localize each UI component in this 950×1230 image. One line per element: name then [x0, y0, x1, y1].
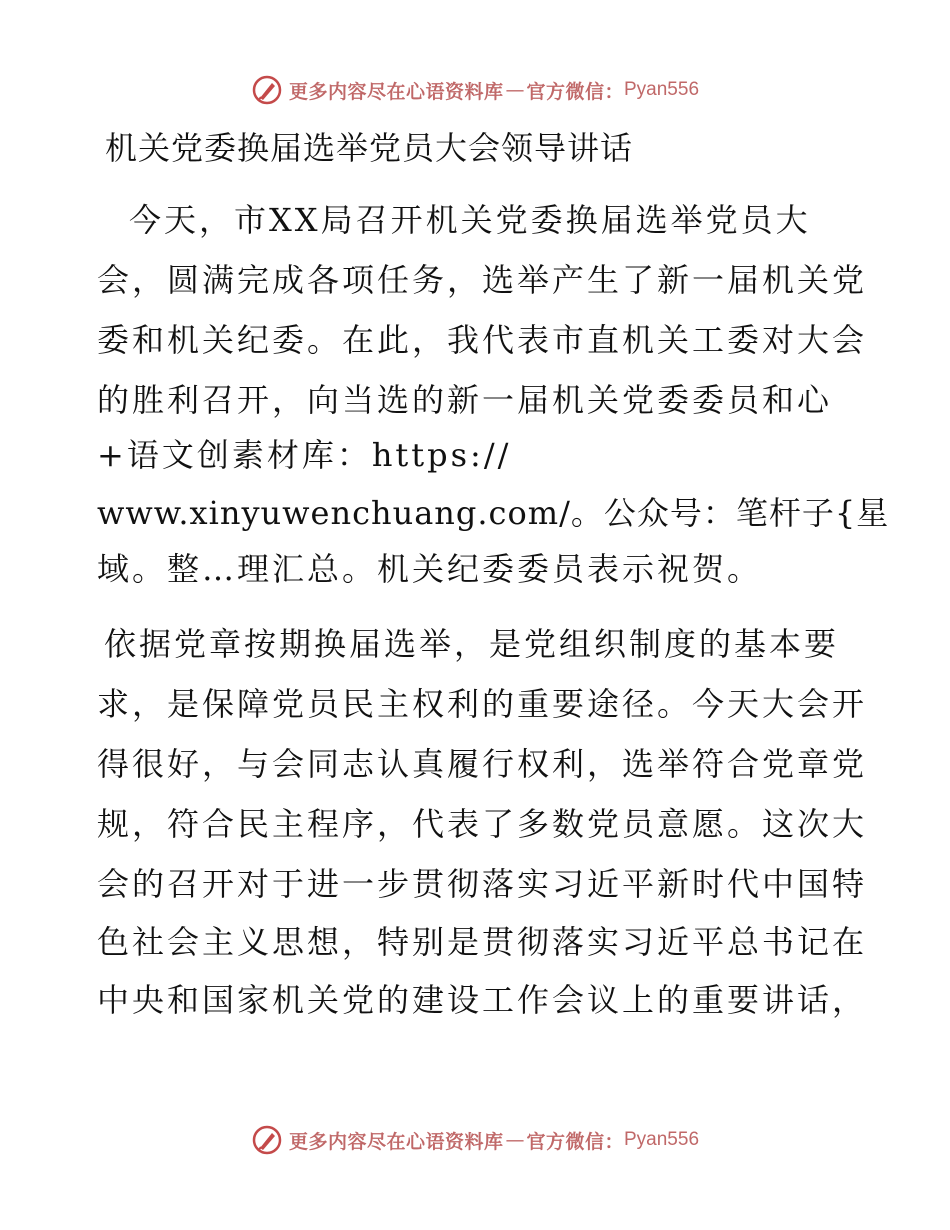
text-line: 今天，市XX局召开机关党委换届选举党员大: [129, 201, 811, 239]
watermark-text: 更多内容尽在心语资料库: [288, 80, 504, 103]
header-watermark: [0, 70, 950, 110]
text-line: 得很好，与会同志认真履行权利，选举符合党章党: [97, 745, 868, 783]
watermark-wechat-id: Pyan556: [624, 79, 700, 100]
watermark-wechat-label: 官方微信：: [526, 1130, 624, 1153]
text-line: 中央和国家机关党的建设工作会议上的重要讲话，: [97, 981, 868, 1019]
text-line: +语文创素材库：https://: [97, 436, 512, 474]
watermark-wechat-id: Pyan556: [624, 1129, 700, 1150]
text-line: www.xinyuwenchuang.com/。公众号：笔杆子{星: [97, 494, 890, 532]
document-title: 机关党委换届选举党员大会领导讲话: [105, 129, 634, 167]
text-line: 求，是保障党员民主权利的重要途径。今天大会开: [97, 685, 868, 723]
watermark-separator: —: [505, 1129, 525, 1151]
text-line: 委和机关纪委。在此，我代表市直机关工委对大会: [97, 321, 868, 359]
watermark-wechat-label: 官方微信：: [526, 80, 624, 103]
quill-logo-icon: [251, 74, 283, 106]
watermark-separator: —: [505, 79, 525, 101]
text-line: 色社会主义思想，特别是贯彻落实习近平总书记在: [97, 923, 868, 961]
text-line: 依据党章按期换届选举，是党组织制度的基本要: [104, 625, 840, 663]
quill-logo-icon: [251, 1124, 283, 1156]
text-line: 域。整…理汇总。机关纪委委员表示祝贺。: [97, 550, 763, 588]
text-line: 会，圆满完成各项任务，选举产生了新一届机关党: [97, 261, 868, 299]
watermark-text: 更多内容尽在心语资料库: [288, 1130, 504, 1153]
text-line: 的胜利召开，向当选的新一届机关党委委员和心: [97, 381, 833, 419]
text-line: 规，符合民主程序，代表了多数党员意愿。这次大: [97, 805, 868, 843]
footer-watermark: [0, 1120, 950, 1160]
text-line: 会的召开对于进一步贯彻落实习近平新时代中国特: [97, 865, 868, 903]
